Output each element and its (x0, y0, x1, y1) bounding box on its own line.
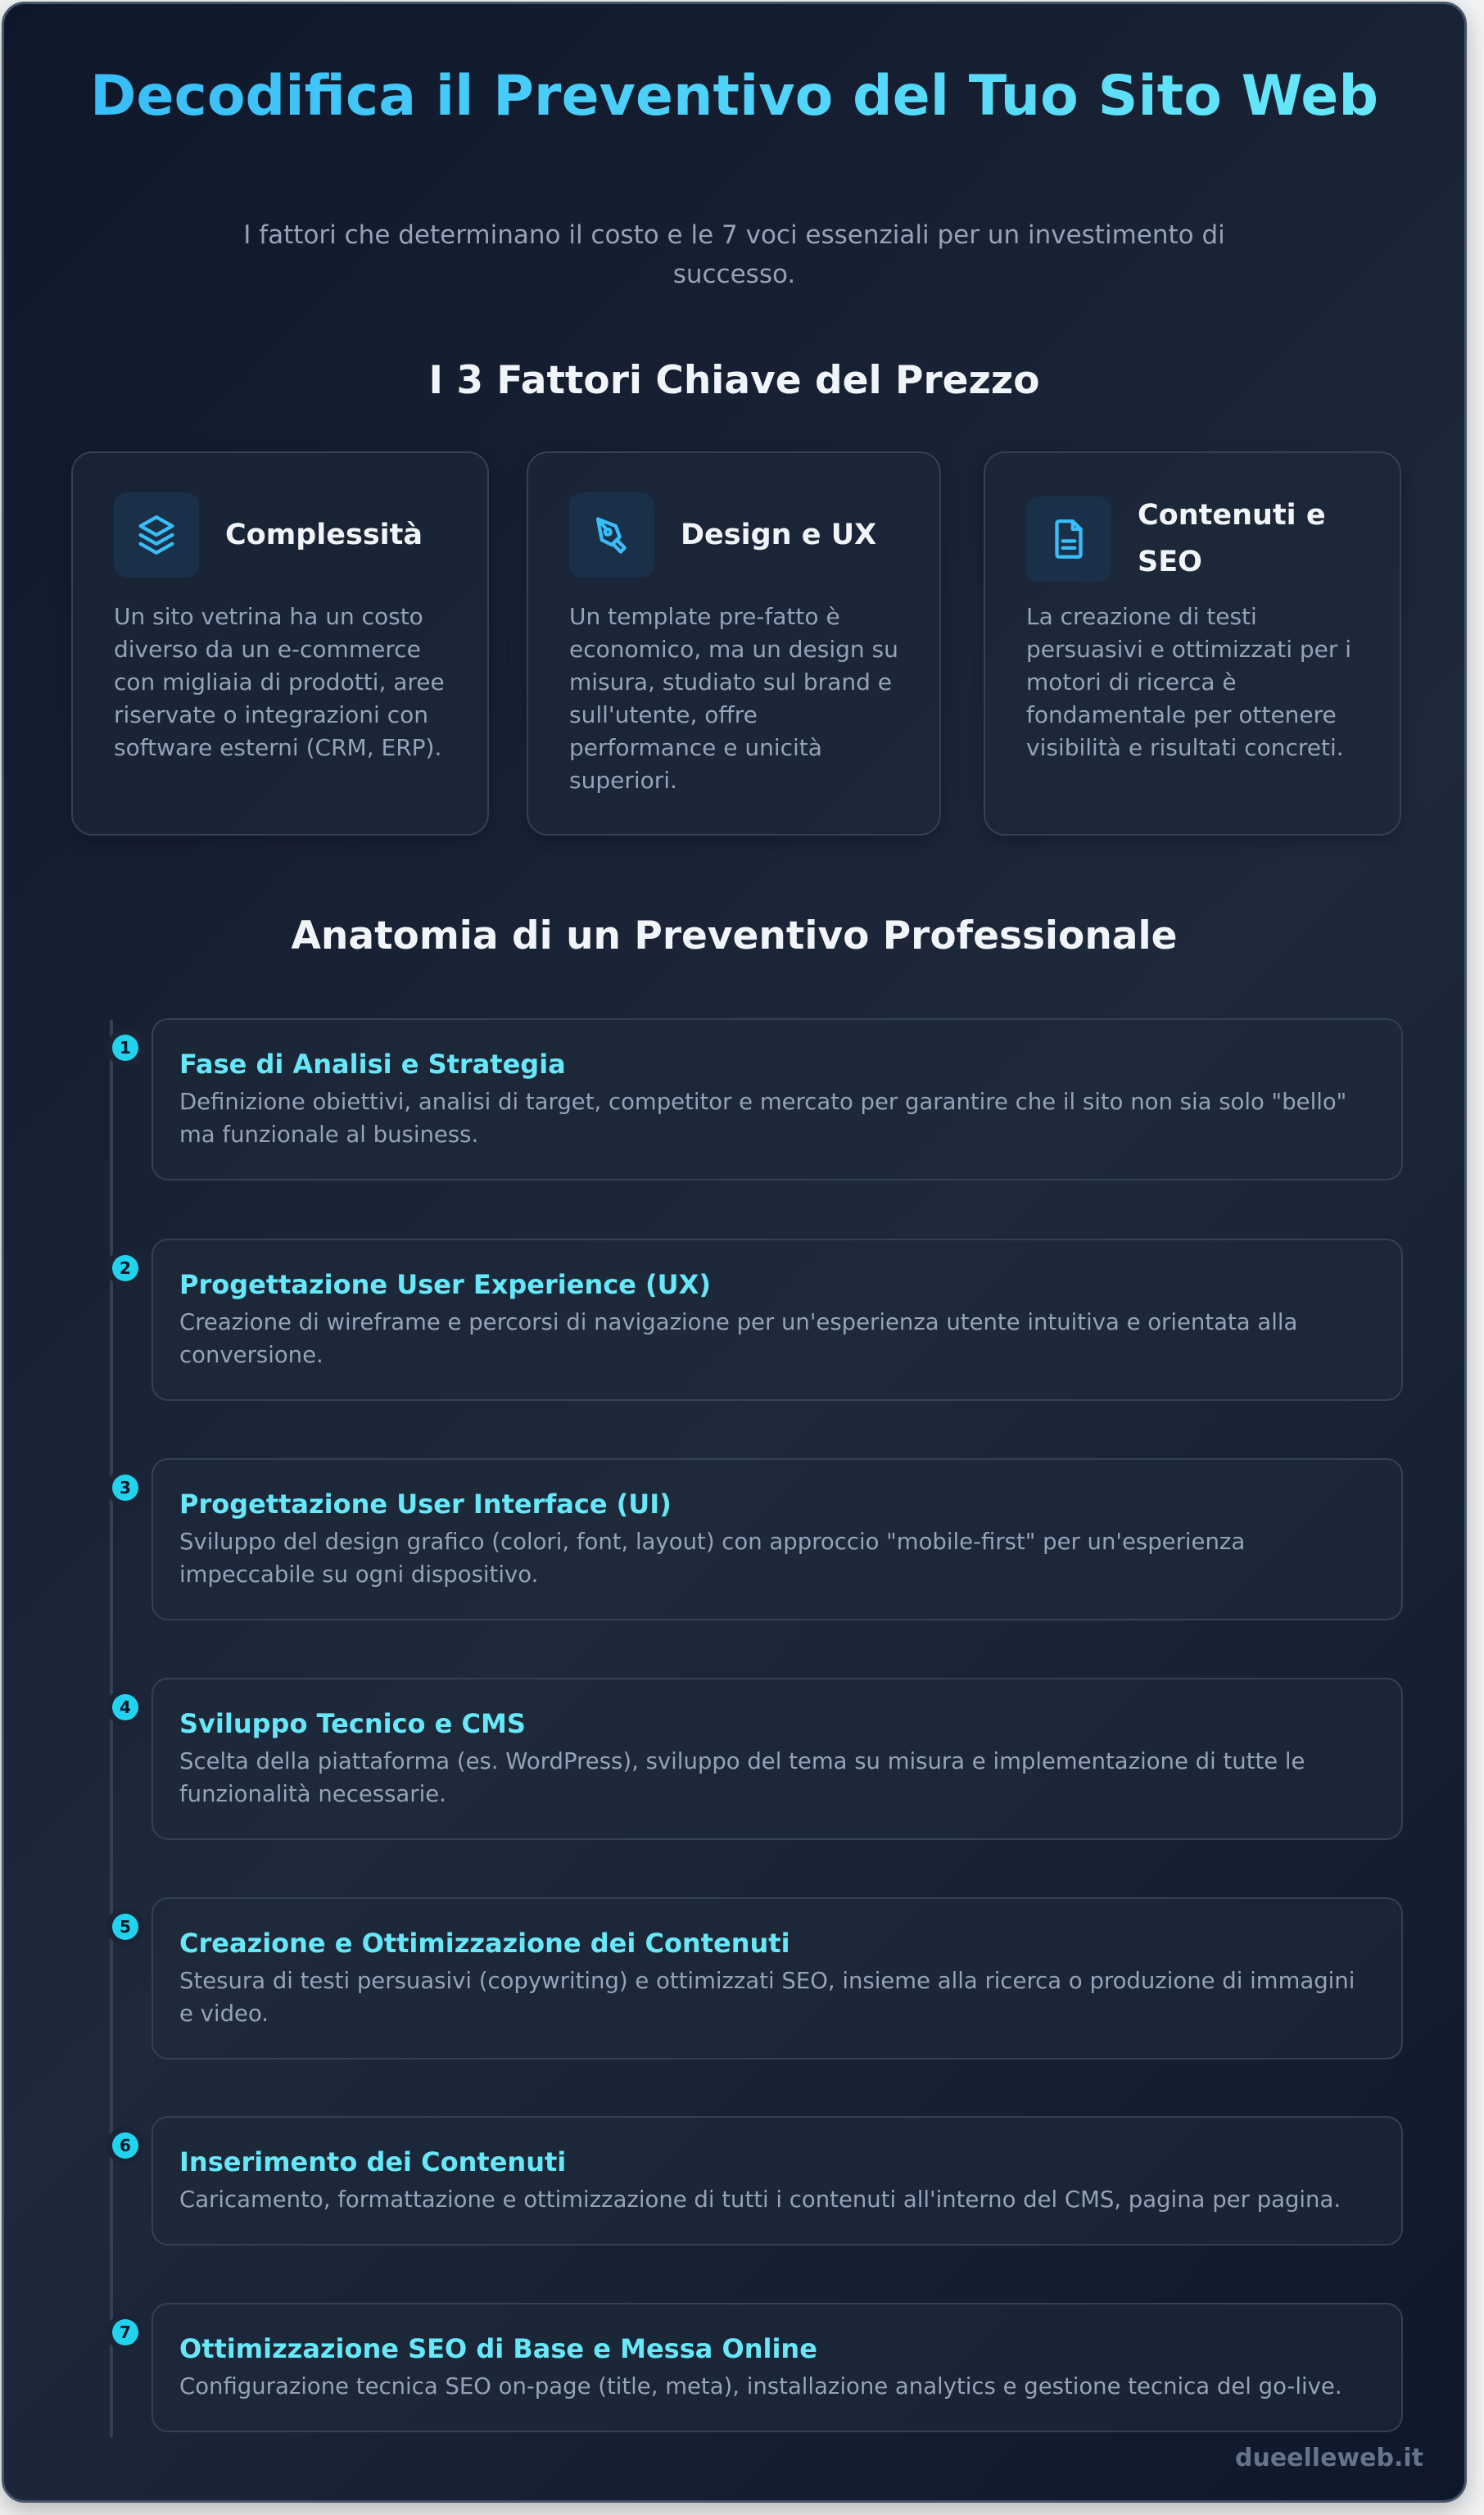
step-title: Fase di Analisi e Strategia (179, 1049, 566, 1080)
timeline-line (110, 1020, 113, 2437)
step-description: Stesura di testi persuasivi (copywriting) e ottimizzati SEO, insieme alla ricerca o produzione di immagini e video. (179, 1968, 1355, 2027)
pen-tool-icon (569, 492, 654, 578)
factor-description: Un template pre-fatto è economico, ma un design su misura, studiato sul brand e sull'utente, offre performance e unicità superiori. (569, 603, 898, 794)
factors-heading: I 3 Fattori Chiave del Prezzo (428, 358, 1040, 403)
factor-card-design (527, 451, 941, 836)
factor-card-complexity (71, 451, 489, 836)
footer-brand-link[interactable]: dueelleweb.it (1235, 2444, 1423, 2472)
layers-icon (114, 492, 199, 578)
timeline-step (120, 1018, 1403, 1180)
step-number-badge: 4 (112, 1694, 138, 1720)
step-number-badge: 1 (112, 1035, 138, 1061)
factor-description: La creazione di testi persuasivi e ottimizzati per i motori di ricerca è fondamentale per ottenere visibilità e risultati concreti. (1026, 603, 1352, 761)
step-title: Progettazione User Interface (UI) (179, 1489, 672, 1520)
step-number-badge: 7 (112, 2319, 138, 2345)
step-title: Creazione e Ottimizzazione dei Contenuti (179, 1928, 790, 1959)
timeline-step (120, 1897, 1403, 2060)
infographic-container (2, 2, 1467, 2503)
factor-title: Complessità (225, 518, 423, 551)
step-card (152, 2303, 1403, 2432)
document-icon (1026, 496, 1111, 582)
factor-description: Un sito vetrina ha un costo diverso da un e-commerce con migliaia di prodotti, aree riservate o integrazioni con software esterni (CRM, ERP). (114, 603, 445, 761)
timeline-step (120, 1678, 1403, 1840)
step-card (152, 1678, 1403, 1840)
timeline-step (120, 2116, 1403, 2245)
step-description: Scelta della piattaforma (es. WordPress), sviluppo del tema su misura e implementazione di tutte le funzionalità necessarie. (179, 1748, 1305, 1807)
page-title: Decodifica il Preventivo del Tuo Sito Web (86, 63, 1382, 130)
step-card (152, 1018, 1403, 1180)
step-description: Sviluppo del design grafico (colori, font, layout) con approccio "mobile-first" per un'esperienza impeccabile su ogni dispositivo. (179, 1529, 1246, 1588)
step-description: Configurazione tecnica SEO on-page (title, meta), installazione analytics e gestione tecnica del go-live. (179, 2373, 1342, 2399)
step-number-badge: 6 (112, 2132, 138, 2159)
step-card (152, 1239, 1403, 1401)
anatomy-heading: Anatomia di un Preventivo Professionale (291, 913, 1178, 958)
step-card (152, 1897, 1403, 2060)
timeline-step (120, 1458, 1403, 1620)
step-card (152, 1458, 1403, 1620)
step-title: Sviluppo Tecnico e CMS (179, 1708, 526, 1739)
factor-card-content-seo (984, 451, 1401, 836)
step-number-badge: 5 (112, 1914, 138, 1940)
step-title: Inserimento dei Contenuti (179, 2146, 567, 2177)
timeline-step (120, 1239, 1403, 1401)
step-title: Progettazione User Experience (UX) (179, 1269, 711, 1300)
step-description: Definizione obiettivi, analisi di target, competitor e mercato per garantire che il sito non sia solo "bello" ma funzionale al business. (179, 1089, 1347, 1148)
step-number-badge: 3 (112, 1475, 138, 1501)
step-description: Caricamento, formattazione e ottimizzazione di tutti i contenuti all'interno del CMS, pagina per pagina. (179, 2186, 1341, 2213)
timeline-step (120, 2303, 1403, 2432)
factor-title: Contenuti e SEO (1138, 499, 1326, 578)
step-number-badge: 2 (112, 1255, 138, 1281)
step-title: Ottimizzazione SEO di Base e Messa Online (179, 2333, 817, 2364)
step-description: Creazione di wireframe e percorsi di navigazione per un'esperienza utente intuitiva e orientata alla conversione. (179, 1309, 1298, 1368)
page-subtitle: I fattori che determinano il costo e le 7 voci essenziali per un investimento di successo. (243, 220, 1225, 289)
step-card (152, 2116, 1403, 2245)
factor-title: Design e UX (681, 518, 877, 551)
